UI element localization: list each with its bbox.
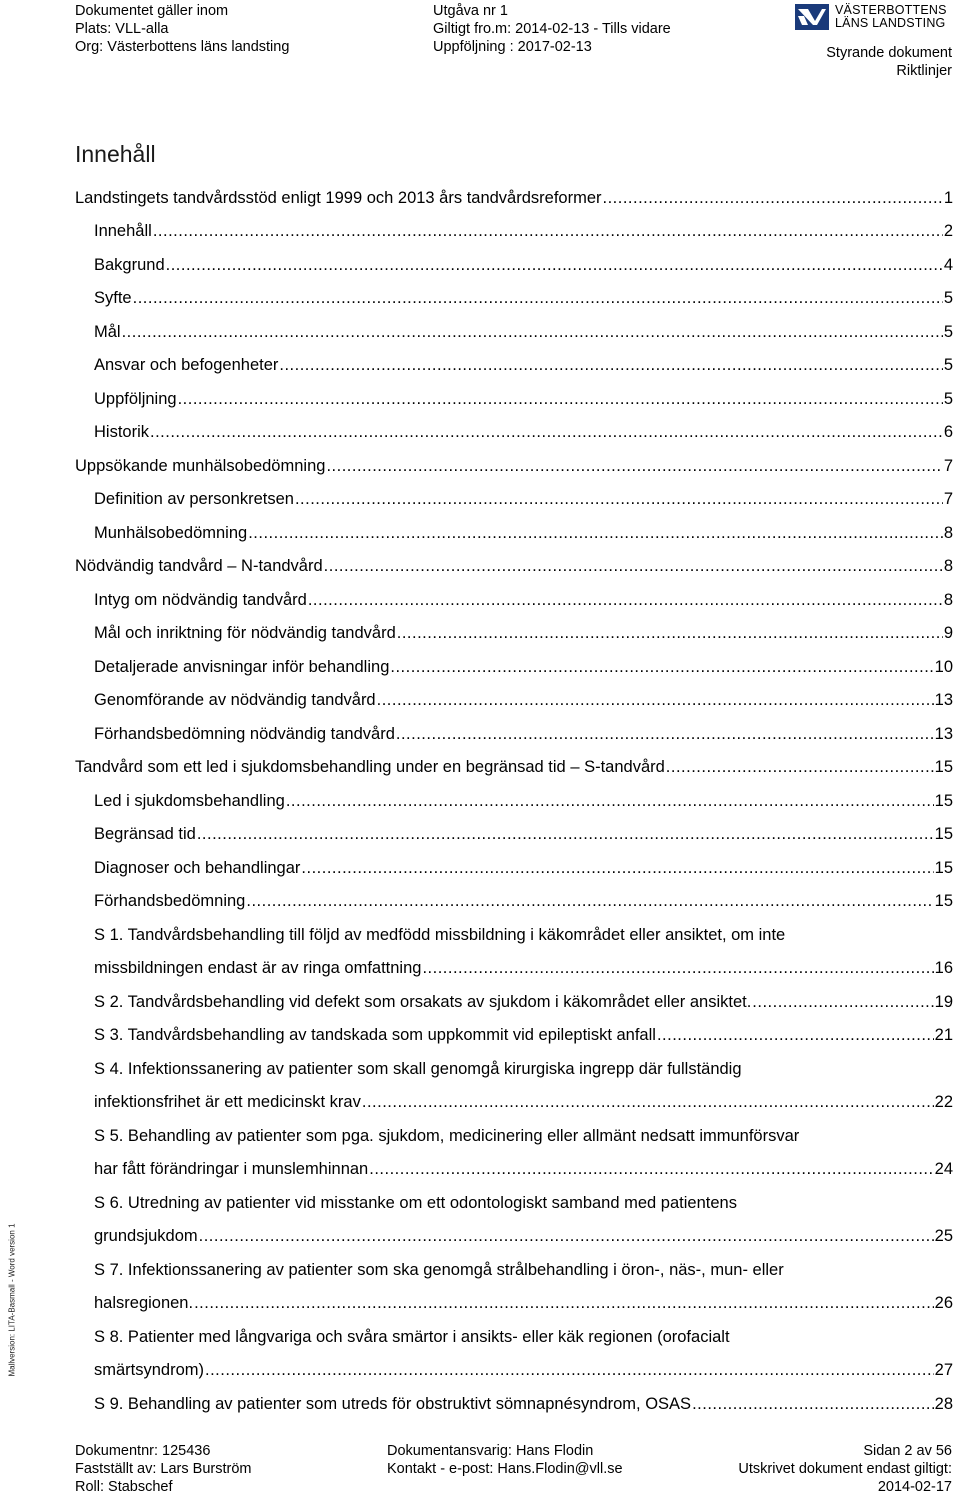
toc-leader-dots <box>396 724 934 744</box>
toc-entry-title: Historik <box>94 423 150 441</box>
toc-entry-title: S 5. Behandling av patienter som pga. sjukdom, medicinering eller allmänt nedsatt immunförsvar <box>94 1126 800 1145</box>
toc-entry-page: 16 <box>934 959 953 977</box>
toc-entry-page: 15 <box>934 758 953 776</box>
toc-entry-page: 5 <box>943 289 953 307</box>
toc-leader-dots <box>369 1159 933 1179</box>
toc-entry[interactable] <box>75 681 953 715</box>
toc-entry[interactable] <box>75 312 953 346</box>
toc-entry-title: Diagnoser och behandlingar <box>94 858 301 877</box>
toc-entry[interactable] <box>75 1250 953 1317</box>
toc-entry-title: S 1. Tandvårdsbehandling till följd av medfödd missbildning i käkområdet eller ansiktet, om inte <box>94 925 786 944</box>
toc-leader-dots <box>390 657 933 677</box>
toc-entry-page: 10 <box>934 657 953 676</box>
toc-entry[interactable] <box>75 446 953 480</box>
toc-entry[interactable] <box>75 882 953 916</box>
toc-entry[interactable] <box>75 178 953 212</box>
toc-leader-dots <box>153 221 943 241</box>
toc-entry-title: Förhandsbedömning nödvändig tandvård <box>94 724 395 743</box>
toc-entry-title: Bakgrund <box>94 255 165 274</box>
toc-entry-page: 22 <box>934 1093 953 1111</box>
toc-entry-title-continued: grundsjukdom <box>94 1227 198 1245</box>
toc-entry[interactable] <box>75 1317 953 1384</box>
toc-entry-page: 15 <box>934 892 953 910</box>
toc-leader-dots <box>166 255 943 275</box>
toc-entry[interactable] <box>75 212 953 246</box>
toc-entry-page: 26 <box>934 1294 953 1312</box>
toc-entry-title: Munhälsobedömning <box>94 523 248 542</box>
toc-entry-page: 27 <box>934 1361 953 1379</box>
toc-entry[interactable] <box>75 346 953 380</box>
toc-entry[interactable] <box>75 1183 953 1250</box>
toc-entry-title: Nödvändig tandvård – N-tandvård <box>75 557 323 575</box>
footer-mid-line: Kontakt - e-post: Hans.Flodin@vll.se <box>387 1461 623 1477</box>
toc-entry-title: Genomförande av nödvändig tandvård <box>94 691 376 709</box>
logo-line-1: VÄSTERBOTTENS <box>835 3 947 17</box>
toc-entry[interactable] <box>75 1116 953 1183</box>
toc-entry[interactable] <box>75 815 953 849</box>
toc-entry[interactable] <box>75 1016 953 1050</box>
footer-page-info <box>738 1442 952 1496</box>
toc-leader-dots <box>377 690 934 710</box>
toc-entry-page: 19 <box>934 992 953 1011</box>
organization-logo <box>795 3 955 33</box>
toc-leader-dots <box>194 1293 934 1313</box>
toc-entry-page: 13 <box>934 691 953 709</box>
page-number: Sidan 2 av 56 <box>863 1443 952 1459</box>
toc-entry-title: Tandvård som ett led i sjukdomsbehandling under en begränsad tid – S-tandvård <box>75 758 665 776</box>
footer-right-line: Utskrivet dokument endast giltigt: <box>738 1461 952 1477</box>
toc-entry-title-continued: missbildningen endast är av ringa omfattning <box>94 959 422 977</box>
toc-leader-dots <box>122 322 943 342</box>
toc-entry-page: 25 <box>934 1227 953 1245</box>
toc-entry-title: S 8. Patienter med långvariga och svåra smärtor i ansikts- eller käk regionen (orofacialt <box>94 1327 730 1346</box>
toc-entry-page: 7 <box>943 456 953 475</box>
toc-entry-title: S 6. Utredning av patienter vid misstanke om ett odontologiskt samband med patientens <box>94 1193 737 1212</box>
template-version-label: Mallversion: LITA-Basmall - Word version 1 <box>7 1223 17 1377</box>
toc-leader-dots <box>286 791 934 811</box>
toc-leader-dots <box>205 1360 934 1380</box>
toc-entry-page: 2 <box>943 222 953 240</box>
header-mid-line: Utgåva nr 1 <box>433 3 508 19</box>
toc-entry-title: Definition av personkretsen <box>94 490 294 508</box>
toc-entry-title-continued: halsregionen. <box>94 1294 194 1312</box>
toc-entry[interactable] <box>75 781 953 815</box>
toc-entry-page: 9 <box>943 624 953 642</box>
header-left-line: Dokumentet gäller inom <box>75 3 229 19</box>
toc-entry-title: Begränsad tid <box>94 825 196 843</box>
toc-leader-dots <box>248 523 943 543</box>
toc-title: Innehåll <box>75 141 156 167</box>
toc-leader-dots <box>657 1025 934 1045</box>
footer-left-line: Dokumentnr: 125436 <box>75 1443 211 1459</box>
print-date: 2014-02-17 <box>877 1479 952 1495</box>
footer-contact-info <box>387 1442 623 1478</box>
toc-entry-title: Detaljerade anvisningar inför behandling <box>94 657 390 676</box>
toc-entry-title: Uppsökande munhälsobedömning <box>75 456 326 475</box>
toc-leader-dots <box>692 1394 934 1414</box>
header-mid-line: Giltigt fro.m: 2014-02-13 - Tills vidare <box>433 21 671 37</box>
toc-leader-dots <box>279 355 942 375</box>
toc-entry-title: S 7. Infektionssanering av patienter som ska genomgå strålbehandling i öron-, näs-, mun- eller <box>94 1260 784 1279</box>
toc-entry[interactable] <box>75 614 953 648</box>
toc-entry-page: 8 <box>943 590 953 609</box>
toc-entry[interactable] <box>75 245 953 279</box>
toc-entry[interactable] <box>75 580 953 614</box>
toc-leader-dots <box>666 757 934 777</box>
toc-leader-dots <box>308 590 943 610</box>
toc-entry-page: 5 <box>943 356 953 374</box>
toc-leader-dots <box>301 858 933 878</box>
toc-entry-page: 28 <box>934 1394 953 1413</box>
toc-entry[interactable] <box>75 480 953 514</box>
toc-leader-dots <box>133 288 943 308</box>
toc-entry-title: Uppföljning <box>94 389 177 408</box>
toc-entry-title-continued: infektionsfrihet är ett medicinskt krav <box>94 1093 361 1111</box>
toc-entry[interactable] <box>75 279 953 313</box>
toc-entry-page: 8 <box>943 523 953 542</box>
toc-entry[interactable] <box>75 848 953 882</box>
toc-leader-dots <box>362 1092 934 1112</box>
toc-entry-page: 15 <box>934 858 953 877</box>
toc-entry[interactable] <box>75 982 953 1016</box>
footer-left-line: Fastställt av: Lars Burström <box>75 1461 252 1477</box>
logo-line-2: LÄNS LANDSTING <box>835 16 946 30</box>
toc-entry-title: Syfte <box>94 289 132 307</box>
toc-entry[interactable] <box>75 647 953 681</box>
header-right-line: Riktlinjer <box>896 63 952 79</box>
toc-entry-title: Innehåll <box>94 222 152 240</box>
toc-leader-dots <box>324 556 943 576</box>
toc-entry-page: 15 <box>934 825 953 843</box>
toc-entry-title: S 3. Tandvårdsbehandling av tandskada som uppkommit vid epileptiskt anfall <box>94 1026 656 1044</box>
toc-entry-title: S 4. Infektionssanering av patienter som skall genomgå kirurgiska ingrepp där fullständig <box>94 1059 742 1078</box>
toc-leader-dots <box>326 456 942 476</box>
toc-entry-title: Led i sjukdomsbehandling <box>94 791 285 810</box>
toc-entry[interactable] <box>75 513 953 547</box>
toc-leader-dots <box>178 389 943 409</box>
toc-leader-dots <box>197 824 934 844</box>
toc-entry-page: 1 <box>943 188 953 207</box>
toc-entry-title: S 9. Behandling av patienter som utreds för obstruktivt sömnapnésyndrom, OSAS <box>94 1394 692 1413</box>
toc-entry-page: 5 <box>943 389 953 408</box>
toc-entry-page: 8 <box>943 557 953 575</box>
toc-entry[interactable] <box>75 748 953 782</box>
header-document-scope <box>75 2 289 56</box>
toc-entry[interactable] <box>75 413 953 447</box>
footer-document-info <box>75 1442 251 1496</box>
toc-entry-title: Förhandsbedömning <box>94 892 246 910</box>
header-edition-info <box>433 2 671 56</box>
toc-entry-page: 6 <box>943 423 953 441</box>
toc-entry-title: Intyg om nödvändig tandvård <box>94 590 307 609</box>
toc-entry-page: 21 <box>934 1026 953 1044</box>
toc-leader-dots <box>246 891 933 911</box>
toc-entry-page: 7 <box>943 490 953 508</box>
toc-entry-title: Mål och inriktning för nödvändig tandvård <box>94 624 396 642</box>
toc-entry[interactable] <box>75 1049 953 1116</box>
toc-leader-dots <box>397 623 943 643</box>
toc-entry[interactable] <box>75 379 953 413</box>
footer-mid-line: Dokumentansvarig: Hans Flodin <box>387 1443 594 1459</box>
toc-entry-title-continued: smärtsyndrom) <box>94 1361 205 1379</box>
toc-entry-page: 24 <box>934 1160 953 1178</box>
toc-entry[interactable] <box>75 714 953 748</box>
toc-entry-page: 4 <box>943 255 953 274</box>
toc-entry-page: 15 <box>934 791 953 810</box>
toc-entry-title: Landstingets tandvårdsstöd enligt 1999 och 2013 års tandvårdsreformer <box>75 188 602 207</box>
toc-leader-dots <box>603 188 943 208</box>
table-of-contents <box>75 178 953 1418</box>
header-right-line: Styrande dokument <box>826 45 952 61</box>
toc-entry[interactable] <box>75 915 953 982</box>
toc-leader-dots <box>752 992 933 1012</box>
toc-entry-title-continued: har fått förändringar i munslemhinnan <box>94 1160 369 1178</box>
header-left-line: Plats: VLL-alla <box>75 21 169 37</box>
toc-leader-dots <box>422 958 933 978</box>
header-document-type <box>826 44 952 80</box>
toc-entry-page: 13 <box>934 724 953 743</box>
header-left-line: Org: Västerbottens läns landsting <box>75 39 290 55</box>
header-mid-line: Uppföljning : 2017-02-13 <box>433 39 592 55</box>
toc-entry-title: Mål <box>94 322 121 341</box>
footer-left-line: Roll: Stabschef <box>75 1479 173 1495</box>
toc-leader-dots <box>150 422 943 442</box>
toc-entry-page: 5 <box>943 322 953 341</box>
toc-leader-dots <box>199 1226 934 1246</box>
toc-entry-title: S 2. Tandvårdsbehandling vid defekt som orsakats av sjukdom i käkområdet eller ansiktet. <box>94 992 752 1011</box>
toc-entry[interactable] <box>75 1384 953 1418</box>
toc-entry-title: Ansvar och befogenheter <box>94 356 279 374</box>
logo-mark-icon <box>795 4 829 30</box>
toc-entry[interactable] <box>75 547 953 581</box>
toc-leader-dots <box>295 489 943 509</box>
